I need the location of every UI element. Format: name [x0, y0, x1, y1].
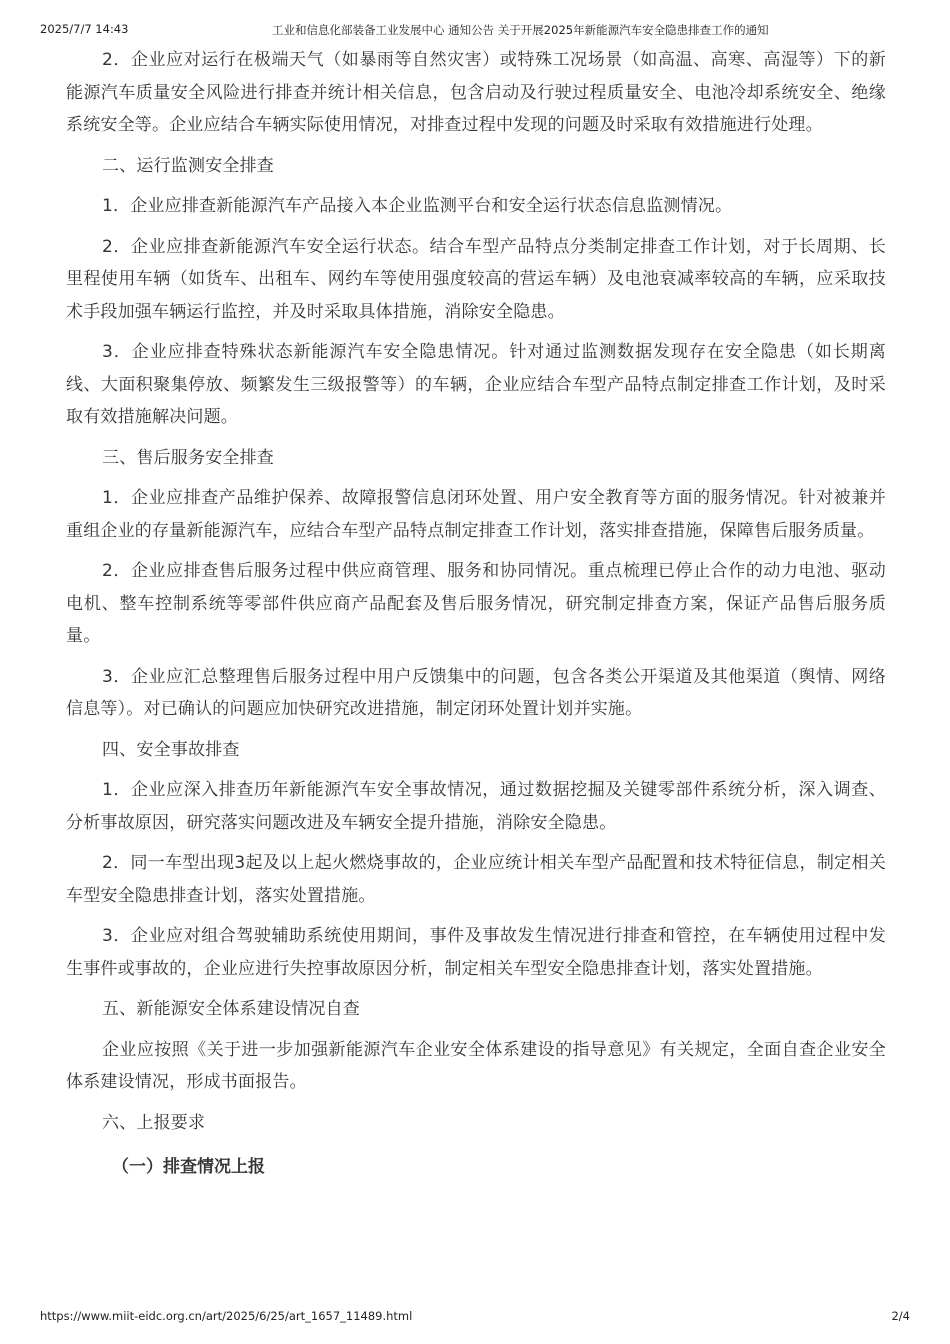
- paragraph: 2．企业应排查新能源汽车安全运行状态。结合车型产品特点分类制定排查工作计划，对于长周期、长里程使用车辆（如货车、出租车、网约车等使用强度较高的营运车辆）及电池衰减率较高的车辆，应采取技术手段加强车辆运行监控，并及时采取具体措施，消除安全隐患。: [66, 236, 886, 322]
- sub-heading: （一）排查情况上报: [112, 1157, 265, 1177]
- section-heading: 四、安全事故排查: [102, 739, 240, 760]
- print-header: [40, 22, 910, 40]
- paragraph: 1．企业应排查产品维护保养、故障报警信息闭环处置、用户安全教育等方面的服务情况。针对被兼并重组企业的存量新能源汽车，应结合车型产品特点制定排查工作计划，落实排查措施，保障售后服务质量。: [66, 488, 886, 541]
- paragraph: 2．同一车型出现3起及以上起火燃烧事故的，企业应统计相关车型产品配置和技术特征信息，制定相关车型安全隐患排查计划，落实处置措施。: [66, 853, 886, 906]
- section-heading: 六、上报要求: [102, 1112, 206, 1133]
- paragraph: 1．企业应排查新能源汽车产品接入本企业监测平台和安全运行状态信息监测情况。: [102, 196, 733, 216]
- section-heading: 二、运行监测安全排查: [102, 155, 274, 176]
- print-footer: [40, 1309, 910, 1327]
- paragraph: 3．企业应排查特殊状态新能源汽车安全隐患情况。针对通过监测数据发现存在安全隐患（如长期离线、大面积聚集停放、频繁发生三级报警等）的车辆，企业应结合车型产品特点制定排查工作计划，及时采取有效措施解决问题。: [66, 342, 886, 427]
- page-number: 2/4: [891, 1309, 910, 1323]
- paragraph: 1．企业应深入排查历年新能源汽车安全事故情况，通过数据挖掘及关键零部件系统分析，深入调查、分析事故原因，研究落实问题改进及车辆安全提升措施，消除安全隐患。: [66, 780, 886, 833]
- section-heading: 五、新能源安全体系建设情况自查: [102, 999, 360, 1019]
- section-heading: 三、售后服务安全排查: [102, 447, 274, 468]
- paragraph: 2．企业应对运行在极端天气（如暴雨等自然灾害）或特殊工况场景（如高温、高寒、高湿等）下的新能源汽车质量安全风险进行排查并统计相关信息，包含启动及行驶过程质量安全、电池冷却系统安全、绝缘系统安全等。企业应结合车辆实际使用情况，对排查过程中发现的问题及时采取有效措施进行处理。: [66, 50, 886, 135]
- paragraph: 企业应按照《关于进一步加强新能源汽车企业安全体系建设的指导意见》有关规定，全面自查企业安全体系建设情况，形成书面报告。: [66, 1039, 886, 1092]
- article-body: [66, 44, 886, 1183]
- paragraph: 3．企业应汇总整理售后服务过程中用户反馈集中的问题，包含各类公开渠道及其他渠道（舆情、网络信息等）。对已确认的问题应加快研究改进措施，制定闭环处置计划并实施。: [66, 666, 886, 719]
- page-url: https://www.miit-eidc.org.cn/art/2025/6/25/art_1657_11489.html: [40, 1309, 413, 1323]
- print-datetime: 2025/7/7 14:43: [40, 22, 129, 36]
- paragraph: 2．企业应排查售后服务过程中供应商管理、服务和协同情况。重点梳理已停止合作的动力电池、驱动电机、整车控制系统等零部件供应商产品配套及售后服务情况，研究制定排查方案，保证产品售后服务质量。: [66, 561, 886, 646]
- print-page-title: 工业和信息化部装备工业发展中心 通知公告 关于开展2025年新能源汽车安全隐患排查工作的通知: [272, 23, 769, 37]
- paragraph: 3．企业应对组合驾驶辅助系统使用期间，事件及事故发生情况进行排查和管控，在车辆使用过程中发生事件或事故的，企业应进行失控事故原因分析，制定相关车型安全隐患排查计划，落实处置措施。: [66, 926, 886, 979]
